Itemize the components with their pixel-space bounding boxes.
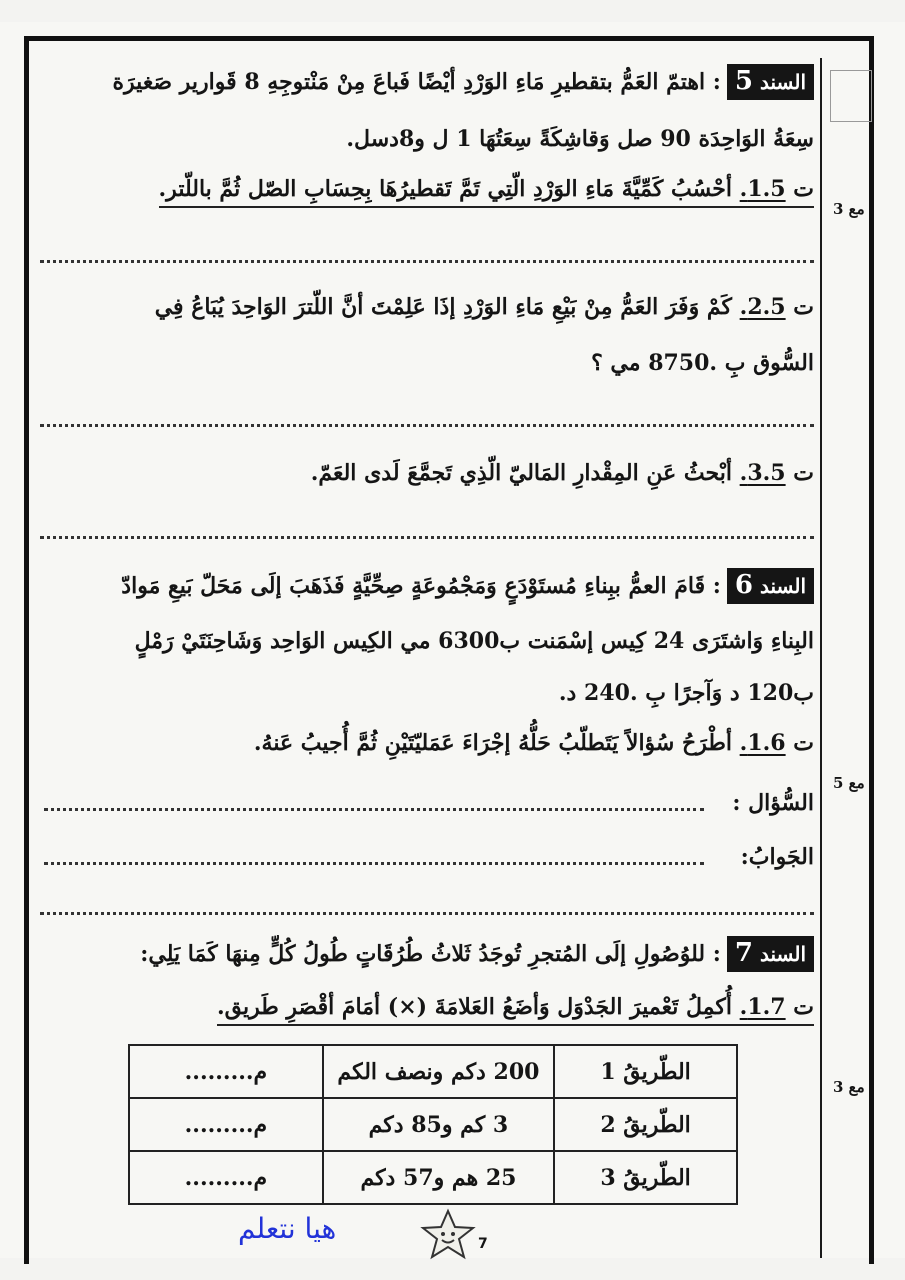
margin-divider [820,58,822,1258]
q6-1-prefix: ت [793,730,814,756]
road-name: الطّريقُ 2 [554,1098,737,1151]
section7-line1 [40,936,814,972]
q5-3 [40,460,814,486]
section7-tag-label: السند [759,942,806,966]
road-name: الطّريقُ 3 [554,1151,737,1204]
q5-3-prefix: ت [793,460,814,486]
q5-2-text: كَمْ وَفَرَ العَمُّ مِنْ بَيْعِ مَاءِ الوَرْدِ إذَا عَلِمْتَ أنَّ اللّترَ الوَاحِدَ يُبَاعُ فِي [154,294,732,320]
section6-line3: ب120 د وَآجرًا بِ .240 د. [558,680,814,706]
margin-box [830,70,872,122]
score-q7: مع 3 [833,1078,865,1096]
score-q5-1: مع 3 [833,200,865,218]
answer-line-q5-2[interactable] [40,418,814,427]
q7-1-text: أُكمِلُ تَعْميرَ الجَدْوَل وَأضَعُ العَلامَةَ (×) أمَامَ أقْصَرِ طَريق. [216,994,732,1020]
section6-line1 [40,568,814,604]
q5-1 [40,176,814,202]
road-length: 25 هم و57 دكم [323,1151,554,1204]
road-conversion-blank[interactable]: م......... [129,1151,323,1204]
q6-1-number: 1.6. [739,730,786,756]
question-answer-line[interactable] [44,802,704,811]
section6-tag [727,568,814,604]
table-row [129,1098,737,1151]
section5-line1 [40,64,814,100]
q5-1-text: أحْسُبُ كَمِّيَّةَ مَاءِ الوَرْدِ الّتِي تَمَّ تَقطيرُهَا بِحِسَابِ الصّل ثُمَّ باللّتر. [158,176,732,202]
answer-line-q5-1[interactable] [40,254,814,263]
q6-1 [40,730,814,756]
page-number: 7 [478,1236,488,1252]
section5-tag-label: السند [759,70,806,94]
q6-1-text: أطْرَحُ سُؤالاً يَتَطلّبُ حَلُّهُ إجْرَاءَ عَمَليّتَيْنِ ثُمَّ أُجيبُ عَنهُ. [253,730,732,756]
q7-1 [40,994,814,1020]
road-conversion-blank[interactable]: م......... [129,1098,323,1151]
section5-tag [727,64,814,100]
q5-2-line2: السُّوق بِ .8750 مي ؟ [591,350,814,376]
answer-label: الجَوابُ: [740,844,814,870]
q5-1-number: 1.5. [739,176,786,202]
score-q6: مع 5 [833,774,865,792]
section7-text1: : للوُصُولِ إلَى المُتجرِ تُوجَدُ ثَلاثُ طُرُقَاتٍ طُولُ كُلٍّ مِنهَا كَمَا يَلِي: [140,941,721,967]
section7-tag [727,936,814,972]
brand-text: هيا نتعلم [238,1212,337,1245]
answer-line-q5-3[interactable] [40,530,814,539]
q5-2-prefix: ت [793,294,814,320]
section6-line2: البِناءِ وَاشتَرَى 24 كِيس إسْمَنت ب6300 مي الكِيس الوَاحِد وَشَاحِنَتَيْ رَمْلٍ [134,628,814,654]
q5-3-number: 3.5. [739,460,786,486]
q7-1-number: 1.7. [739,994,786,1020]
section5-tag-number: 5 [734,66,753,96]
section5-line2: سِعَةُ الوَاحِدَة 90 صل وَقاشِكَةً سِعَتُهَا 1 ل و8دسل. [346,126,814,152]
road-length: 200 دكم ونصف الكم [323,1045,554,1098]
q5-3-text: أبْحثُ عَنِ المِقْدارِ المَاليّ الّذِي تَجمَّعَ لَدى العَمّ. [310,460,732,486]
answer-answer-line[interactable] [44,856,704,865]
question-label: السُّؤال : [732,790,814,816]
section6-tag-number: 6 [734,570,753,600]
section6-text1: : قَامَ العمُّ ببِناءِ مُستَوْدَعٍ وَمَجْمُوعَةٍ صِحِّيَّةٍ فَذَهَبَ إلَى مَحَلّ بَيعِ مَوادّ [121,573,721,599]
q5-1-prefix: ت [793,176,814,202]
q5-2-number: 2.5. [739,294,786,320]
roads-table [128,1044,738,1205]
section5-text1: : اهتمّ العَمُّ بتقطيرِ مَاءِ الوَرْدِ أيْضًا فَباعَ مِنْ مَنْتوجِهِ 8 قَوارير صَغيرَة [112,69,721,95]
road-conversion-blank[interactable]: م......... [129,1045,323,1098]
star-icon [420,1208,476,1260]
section6-tag-label: السند [759,574,806,598]
road-name: الطّريقُ 1 [554,1045,737,1098]
section7-tag-number: 7 [734,938,753,968]
q5-2 [40,294,814,320]
table-row [129,1151,737,1204]
road-length: 3 كم و85 دكم [323,1098,554,1151]
q7-1-prefix: ت [793,994,814,1020]
table-row [129,1045,737,1098]
answer-line-q6-extra[interactable] [40,906,814,915]
